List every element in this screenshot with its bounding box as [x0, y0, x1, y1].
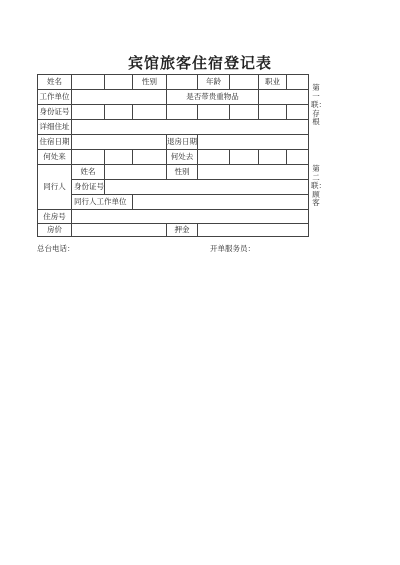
- gender-field[interactable]: [166, 74, 198, 90]
- front-desk-phone: 总台电话：: [37, 244, 75, 253]
- age-field[interactable]: [229, 74, 259, 90]
- from-field-1[interactable]: [71, 149, 105, 165]
- name-label: 姓名: [37, 74, 72, 90]
- work-unit-label: 工作单位: [37, 89, 72, 105]
- id-number-field-2[interactable]: [104, 104, 133, 120]
- name-field[interactable]: [71, 74, 105, 90]
- form-title: 宾馆旅客住宿登记表: [127, 54, 272, 72]
- name-field-2[interactable]: [104, 74, 133, 90]
- address-label: 详细住址: [37, 119, 72, 135]
- companion-gender-field[interactable]: [197, 164, 309, 180]
- room-number-label: 住房号: [37, 209, 72, 224]
- occupation-field[interactable]: [286, 74, 309, 90]
- id-number-field-8[interactable]: [286, 104, 309, 120]
- checkout-date-label: 退房日期: [166, 134, 198, 150]
- companion-gender-label: 性别: [166, 164, 198, 180]
- to-field-2[interactable]: [229, 149, 259, 165]
- deposit-field[interactable]: [197, 223, 309, 237]
- companion-name-label: 姓名: [71, 164, 105, 180]
- id-number-field-1[interactable]: [71, 104, 105, 120]
- to-field-4[interactable]: [286, 149, 309, 165]
- id-number-field-5[interactable]: [197, 104, 230, 120]
- id-number-field-7[interactable]: [258, 104, 287, 120]
- id-number-label: 身份证号: [37, 104, 72, 120]
- companion-work-unit-label: 同行人工作单位: [71, 194, 133, 210]
- companion-label: 同行人: [37, 164, 72, 210]
- room-price-field[interactable]: [71, 223, 167, 237]
- companion-name-field[interactable]: [104, 164, 167, 180]
- checkin-date-field[interactable]: [71, 134, 167, 150]
- companion-id-label: 身份证号: [71, 179, 105, 195]
- to-field-1[interactable]: [197, 149, 230, 165]
- id-number-field-6[interactable]: [229, 104, 259, 120]
- side-note-customer: 第二联：顾客: [311, 164, 326, 207]
- occupation-label: 职业: [258, 74, 287, 90]
- id-number-field-4[interactable]: [166, 104, 198, 120]
- id-number-field-3[interactable]: [132, 104, 167, 120]
- gender-label: 性别: [132, 74, 167, 90]
- clerk-signature: 开单服务员：: [210, 244, 255, 253]
- room-number-field[interactable]: [71, 209, 309, 224]
- room-price-label: 房价: [37, 223, 72, 237]
- from-label: 何处来: [37, 149, 72, 165]
- valuables-label: 是否带贵重物品: [166, 89, 259, 105]
- to-label: 何处去: [166, 149, 198, 165]
- valuables-field[interactable]: [258, 89, 309, 105]
- companion-work-unit-field[interactable]: [132, 194, 309, 210]
- checkin-date-label: 住宿日期: [37, 134, 72, 150]
- age-label: 年龄: [197, 74, 230, 90]
- checkout-date-field[interactable]: [197, 134, 309, 150]
- from-field-3[interactable]: [132, 149, 167, 165]
- side-note-stub: 第一联：存根: [311, 83, 326, 126]
- registration-form: [37, 74, 309, 237]
- from-field-2[interactable]: [104, 149, 133, 165]
- address-field[interactable]: [71, 119, 309, 135]
- to-field-3[interactable]: [258, 149, 287, 165]
- deposit-label: 押金: [166, 223, 198, 237]
- work-unit-field[interactable]: [71, 89, 167, 105]
- companion-id-field[interactable]: [104, 179, 309, 195]
